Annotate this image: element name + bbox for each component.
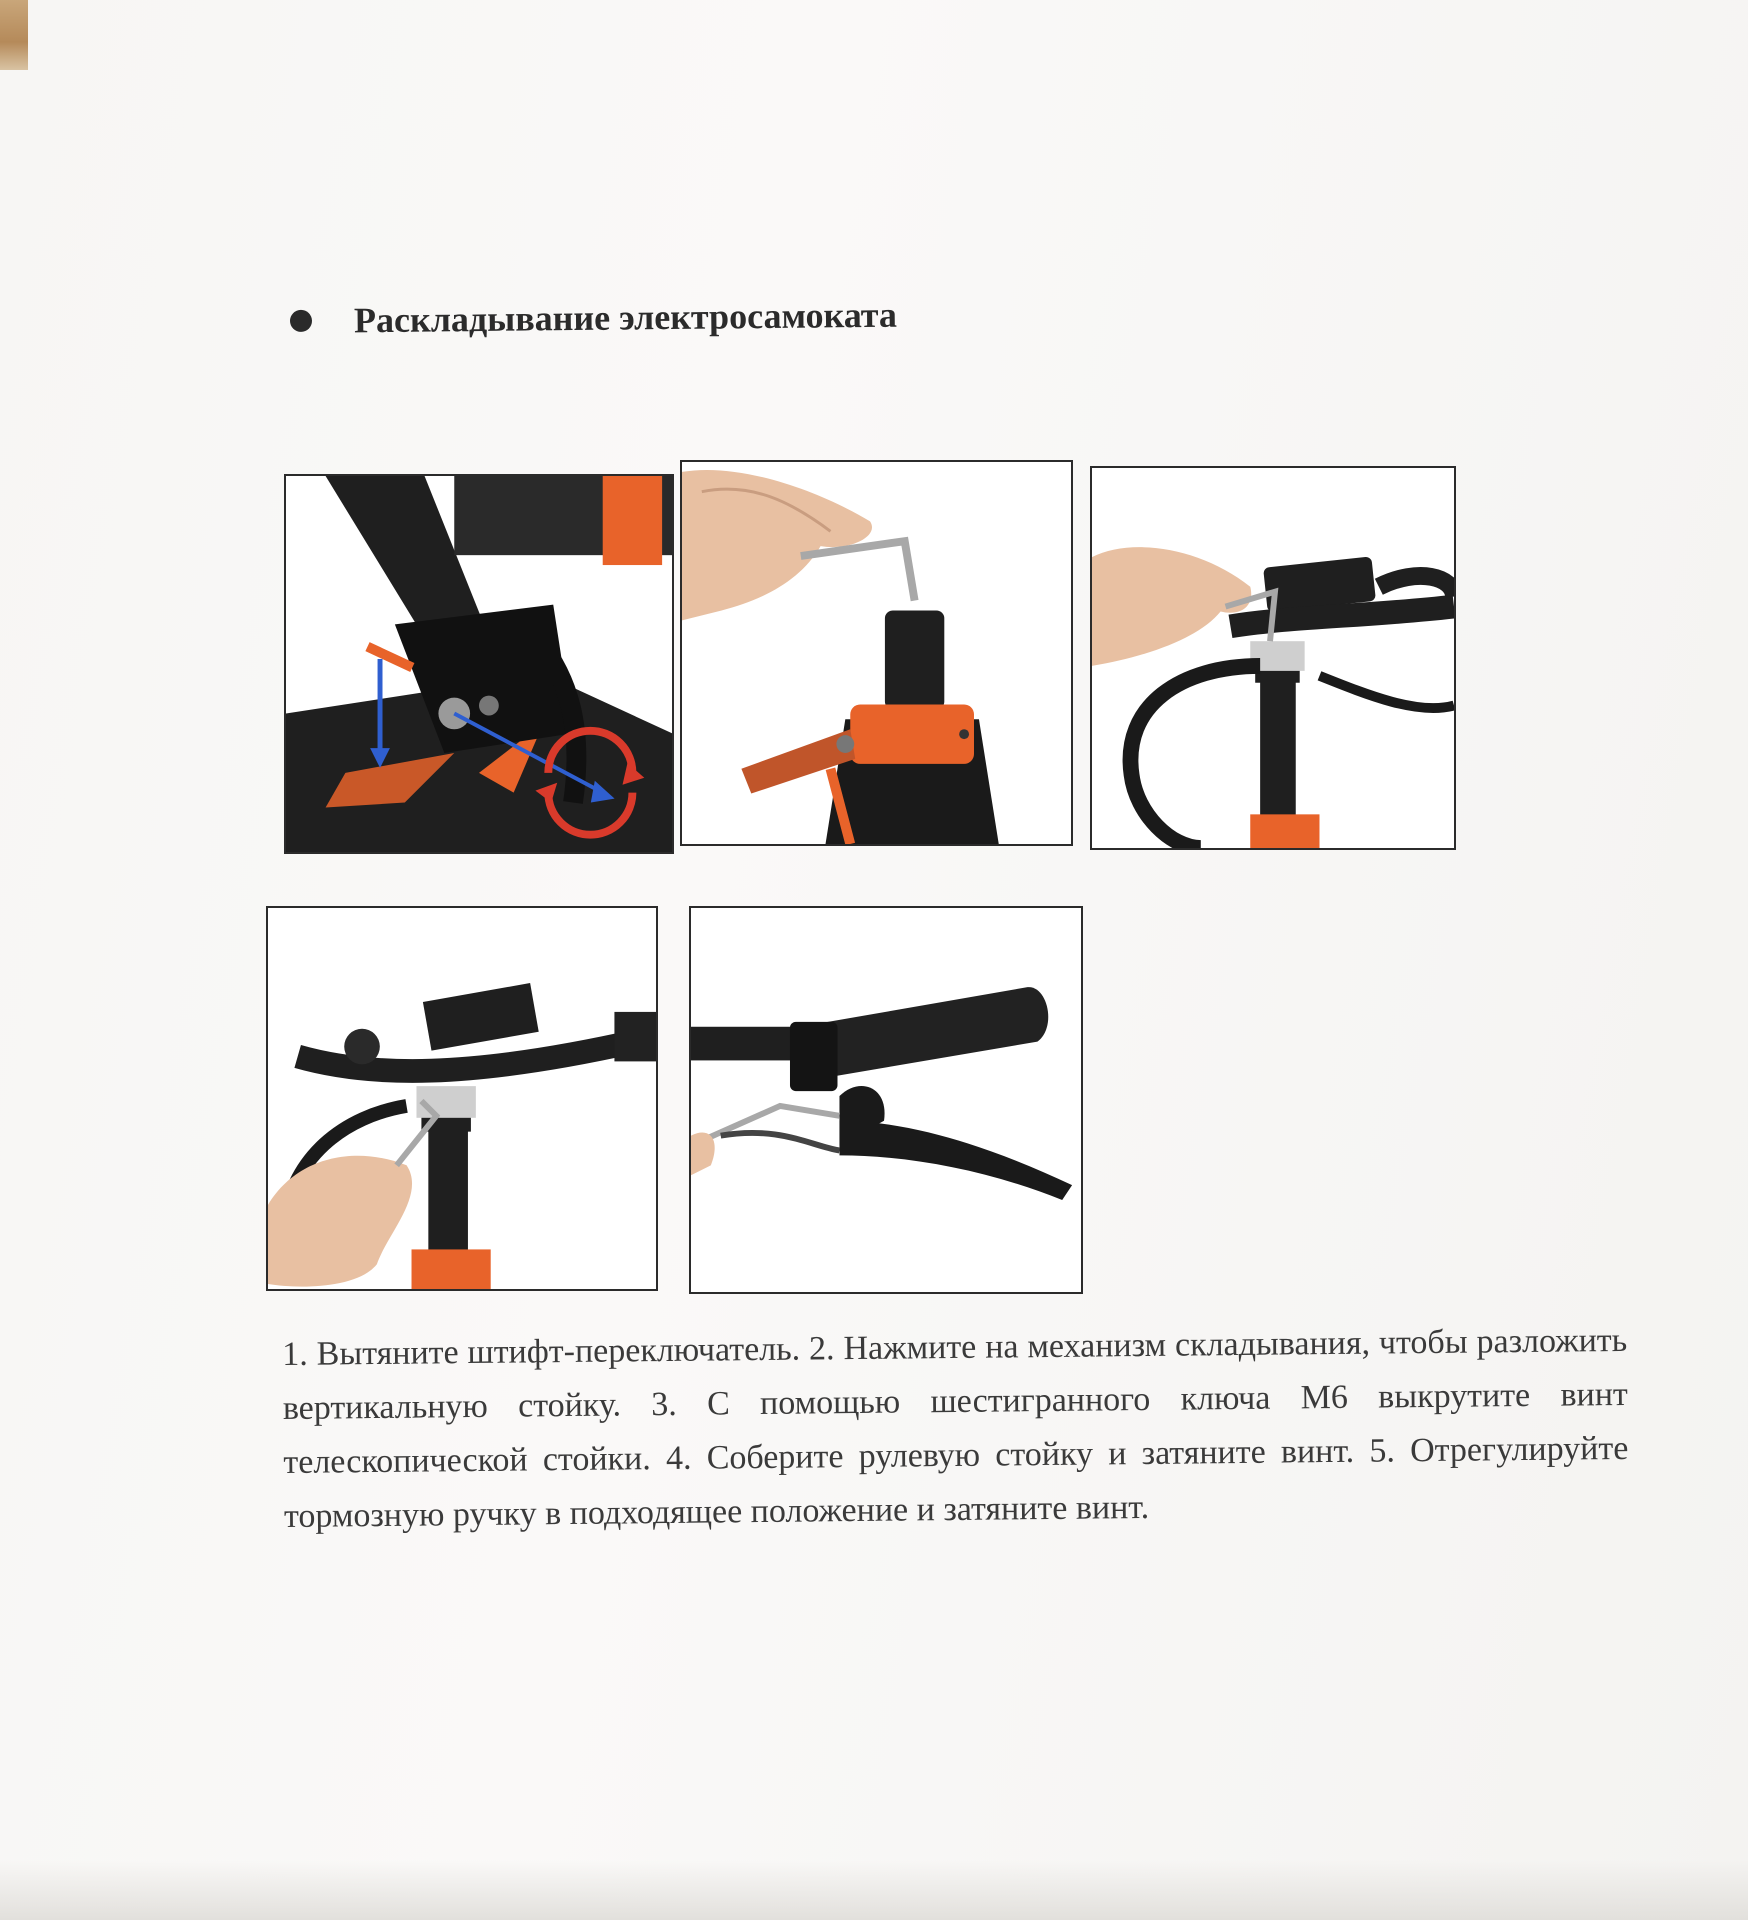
instructions-paragraph: 1. Вытяните штифт-переключатель. 2. Нажмите на механизм складывания, чтобы разложить вертикальную стойку. 3. С помощью шестигранного ключа М6 выкрутите винт телескопической стойки. 4. Соберите рулевую стойку и затяните винт. 5. Отрегулируйте тормозную ручку в подходящее положение и затяните винт.	[282, 1321, 1629, 1535]
figure-step-2	[680, 460, 1073, 846]
section-heading	[290, 294, 897, 342]
hex-key-handlebar-icon	[1092, 468, 1454, 848]
page-shadow	[0, 1860, 1748, 1920]
hex-key-stem-icon	[682, 462, 1071, 844]
bullet-icon	[290, 310, 312, 332]
section-title: Раскладывание электросамоката	[353, 294, 898, 341]
figure-step-4	[266, 906, 658, 1291]
hex-key-clamp-icon	[268, 908, 656, 1289]
figure-step-1	[284, 474, 674, 854]
folding-pin-rotate-icon	[286, 476, 672, 852]
wood-surface-corner	[0, 0, 28, 70]
figure-step-3	[1090, 466, 1456, 850]
brake-lever-icon	[691, 908, 1081, 1292]
figure-step-5	[689, 906, 1083, 1294]
